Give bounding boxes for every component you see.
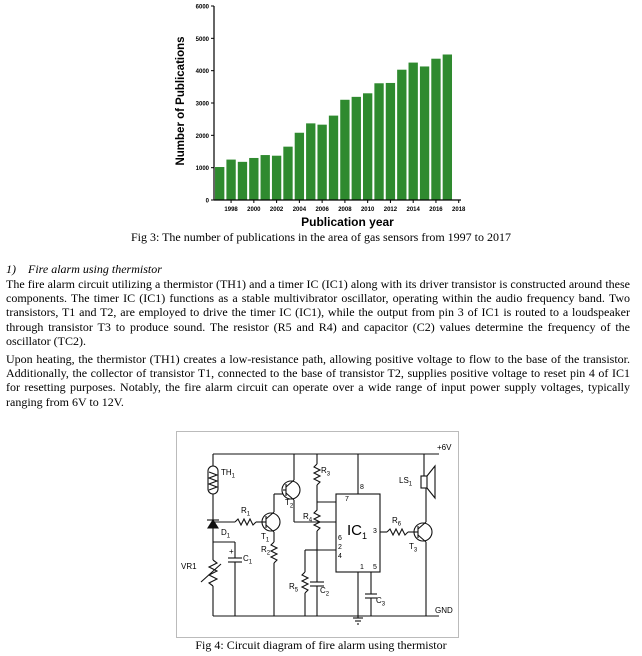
bar-1999 xyxy=(238,162,247,200)
label-vr1: VR1 xyxy=(181,562,197,571)
label-d1: $D_1$ xyxy=(221,528,231,540)
y-tick-label-1000: 1000 xyxy=(195,166,209,173)
x-tick-label-2018: 2018 xyxy=(452,207,466,213)
bar-2005 xyxy=(306,123,315,200)
bar-2010 xyxy=(363,93,372,200)
bar-2013 xyxy=(397,70,406,200)
label-pin-5: 5 xyxy=(373,564,377,571)
x-tick-label-2016: 2016 xyxy=(429,207,443,213)
y-tick-label-2000: 2000 xyxy=(195,133,209,140)
label-pin-4: 4 xyxy=(338,553,342,560)
bar-2009 xyxy=(352,97,361,200)
bar-1998 xyxy=(226,160,235,200)
x-tick-label-2014: 2014 xyxy=(406,207,420,213)
label-t1: $T_1$ xyxy=(261,532,270,544)
x-axis-label: Publication year xyxy=(301,215,394,229)
fig4-caption: Fig 4: Circuit diagram of fire alarm using thermistor xyxy=(195,638,447,652)
label-r6: $R_6$ xyxy=(392,516,402,528)
label-r4: $R_4$ xyxy=(303,512,313,524)
y-axis-label: Number of Publications xyxy=(175,36,187,166)
label-ic1: $IC_1$ xyxy=(347,522,368,541)
circuit-diagram xyxy=(177,432,458,637)
bar-2008 xyxy=(340,100,349,200)
x-tick-label-1998: 1998 xyxy=(224,207,238,213)
label-pin-3: 3 xyxy=(373,528,377,535)
section-heading xyxy=(6,262,162,276)
label-t3: $T_3$ xyxy=(409,542,418,554)
y-tick-label-0: 0 xyxy=(205,198,209,205)
label-gnd: GND xyxy=(435,606,453,615)
fig3-caption: Fig 3: The number of publications in the area of gas sensors from 1997 to 2017 xyxy=(130,230,512,244)
y-tick-label-5000: 5000 xyxy=(195,36,209,43)
bar-1997 xyxy=(215,167,224,200)
label-pin-7: 7 xyxy=(345,496,349,503)
bar-2007 xyxy=(329,116,338,200)
label-th1: $TH_1$ xyxy=(221,468,236,480)
publications-bar-chart xyxy=(172,0,472,230)
bar-2003 xyxy=(283,147,292,200)
label-pin-6: 6 xyxy=(338,535,342,542)
x-tick-label-2000: 2000 xyxy=(247,207,261,213)
label-pin-2: 2 xyxy=(338,544,342,551)
label-plus-6v: +6V xyxy=(437,443,452,452)
label-t2: $T_2$ xyxy=(285,498,294,510)
x-tick-label-2006: 2006 xyxy=(315,207,329,213)
circuit-figure xyxy=(176,431,459,638)
bar-2017 xyxy=(443,55,452,201)
section-number: 1) xyxy=(6,262,16,276)
bar-2015 xyxy=(420,66,429,200)
y-tick-label-4000: 4000 xyxy=(195,69,209,76)
label-c3: $C_3$ xyxy=(376,596,386,608)
label-c1-plus: + xyxy=(229,547,234,556)
bar-2006 xyxy=(317,125,326,200)
label-r5: $R_5$ xyxy=(289,582,299,594)
bar-2004 xyxy=(295,133,304,200)
bar-2012 xyxy=(386,83,395,200)
bar-2002 xyxy=(272,156,281,200)
section-title: Fire alarm using thermistor xyxy=(28,262,162,276)
bar-2001 xyxy=(261,155,270,200)
y-tick-label-6000: 6000 xyxy=(195,4,209,11)
y-tick-label-3000: 3000 xyxy=(195,101,209,108)
bar-2016 xyxy=(431,59,440,200)
label-c1: $C_1$ xyxy=(243,554,253,566)
x-tick-label-2012: 2012 xyxy=(383,207,398,213)
paragraph-2: Upon heating, the thermistor (TH1) creates a low-resistance path, allowing positive voltage to flow to the base of the transistor. Additionally, the collector of transistor T1, connected to the base of transistor T2, supplies positive voltage to reset pin 4 of IC1 for resetting purposes. Notably, the fire alarm circuit can operate over a wide range of input power supply voltages, typically ranging from 6V to 12V. xyxy=(6,352,630,409)
label-c2: $C_2$ xyxy=(320,586,330,598)
bar-2000 xyxy=(249,158,258,200)
bar-2014 xyxy=(409,63,418,200)
label-ls1: $LS_1$ xyxy=(399,476,413,488)
bar-2011 xyxy=(374,83,383,200)
label-r1: $R_1$ xyxy=(241,506,251,518)
paragraph-1: The fire alarm circuit utilizing a thermistor (TH1) and a timer IC (IC1) along with its driver transistor is constructed around these components. The timer IC (IC1) functions as a stable multivibrator oscillator, operating within the audio frequency band. Two transistors, T1 and T2, are employed to drive the timer IC (IC1), while the output from pin 3 of IC1 is routed to a loudspeaker through transistor T3 to produce sound. The resistor (R5 and R4) and capacitor (C2) values determine the frequency of the oscillator (TC2). xyxy=(6,277,630,348)
label-r2: $R_2$ xyxy=(261,545,271,557)
x-tick-label-2010: 2010 xyxy=(360,207,375,213)
label-pin-1: 1 xyxy=(360,564,364,571)
x-tick-label-2004: 2004 xyxy=(292,207,307,213)
x-tick-label-2008: 2008 xyxy=(338,207,352,213)
label-pin-8: 8 xyxy=(360,484,364,491)
x-tick-label-2002: 2002 xyxy=(269,207,284,213)
label-r3: $R_3$ xyxy=(321,466,331,478)
